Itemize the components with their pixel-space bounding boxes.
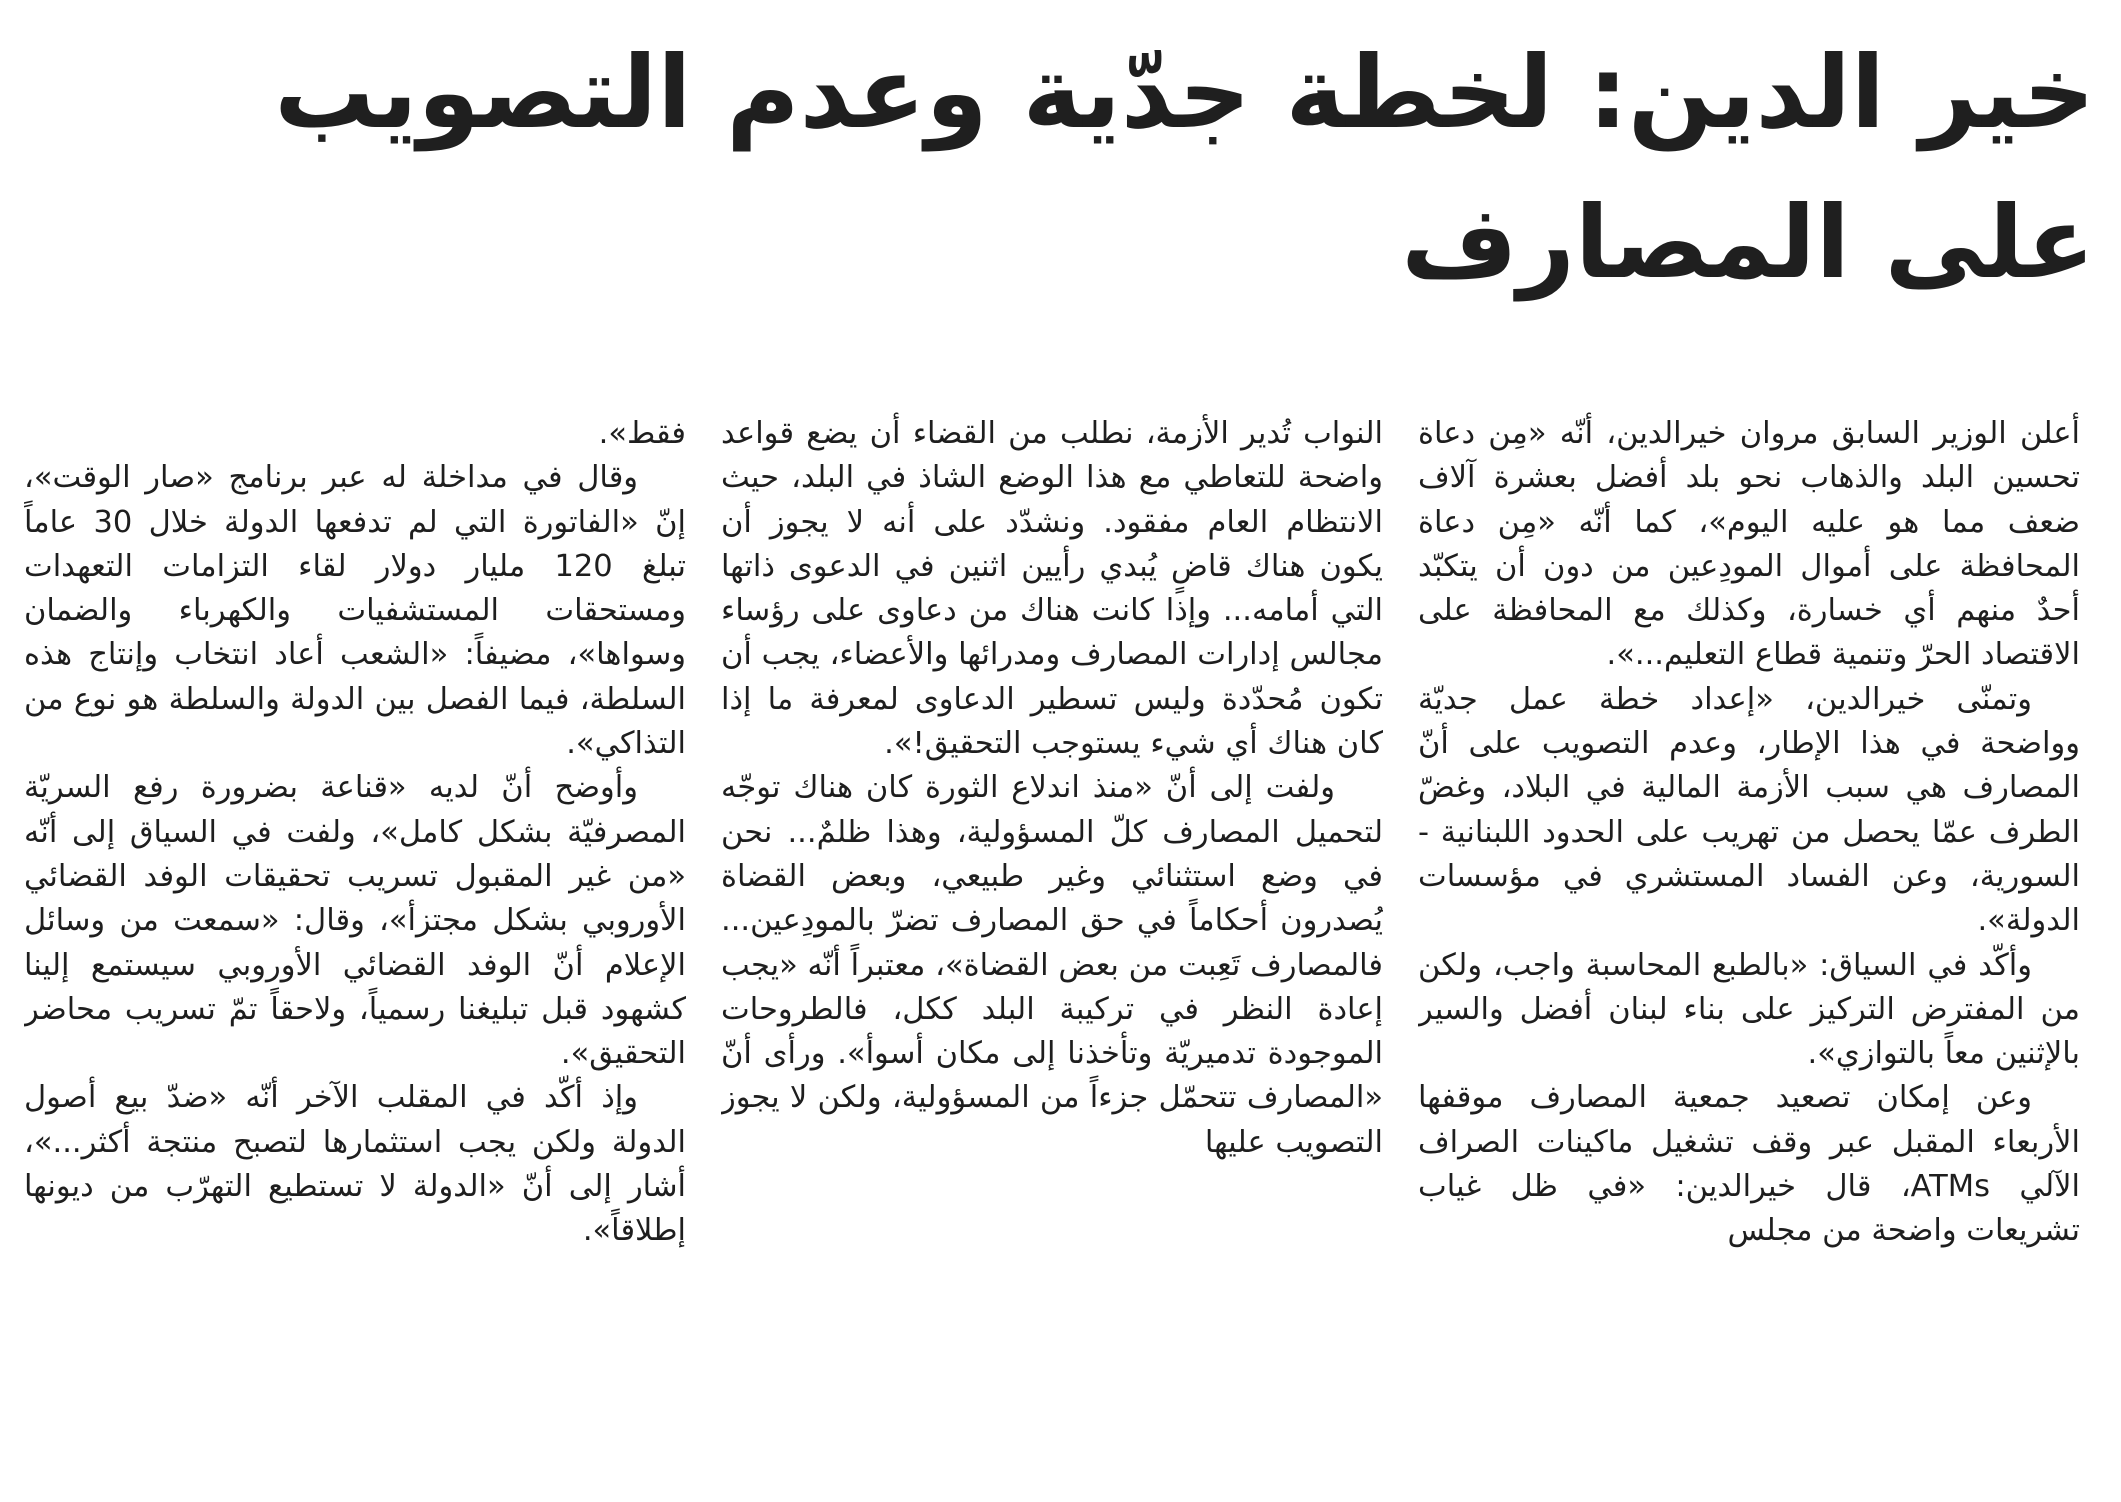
article-body (20, 412, 2080, 1472)
paragraph: أعلن الوزير السابق مروان خيرالدين، أنّه «مِن دعاة تحسين البلد والذهاب نحو بلد أفضل بعشرة آلاف ضعف مما هو عليه اليوم»، كما أنّه «مِن دعاة المحافظة على أموال المودِعين من دون أن يتكبّد أحدٌ منهم أي خسارة، وكذلك مع المحافظة على الاقتصاد الحرّ وتنمية قطاع التعليم...». (1418, 416, 2080, 673)
paragraph: ولفت إلى أنّ «منذ اندلاع الثورة كان هناك توجّه لتحميل المصارف كلّ المسؤولية، وهذا ظلمٌ... نحن في وضع استثنائي وغير طبيعي، وبعض القضاة يُصدرون أحكاماً في حق المصارف تضرّ بالمودِعين... فالمصارف تَعِبت من بعض القضاة»، معتبراً أنّه «يجب إعادة النظر في تركيبة البلد ككل، فالطروحات الموجودة تدميريّة وتأخذنا إلى مكان أسوأ». ورأى أنّ «المصارف تتحمّل جزءاً من المسؤولية، ولكن لا يجوز التصويب عليها (721, 770, 1383, 1160)
paragraph: وأكّد في السياق: «بالطبع المحاسبة واجب، ولكن من المفترض التركيز على بناء لبنان أفضل والسير بالإثنين معاً بالتوازي». (1418, 947, 2080, 1072)
paragraph: وتمنّى خيرالدين، «إعداد خطة عمل جديّة وواضحة في هذا الإطار، وعدم التصويب على أنّ المصارف هي سبب الأزمة المالية في البلاد، وغضّ الطرف عمّا يحصل من تهريب على الحدود اللبنانية - السورية، وعن الفساد المستشري في مؤسسات الدولة». (1418, 681, 2080, 939)
paragraph: وعن إمكان تصعيد جمعية المصارف موقفها الأربعاء المقبل عبر وقف تشغيل ماكينات الصراف الآلي ATMs، قال خيرالدين: «في ظل غياب تشريعات واضحة من مجلس (1418, 1080, 2080, 1249)
paragraph: فقط». (598, 416, 686, 451)
headline-line-1: خير الدين: لخطة جدّية وعدم التصويب (274, 34, 2095, 151)
column-middle (721, 412, 1383, 1472)
headline-line-2: على المصارف (1401, 184, 2095, 301)
paragraph: النواب تُدير الأزمة، نطلب من القضاء أن يضع قواعد واضحة للتعاطي مع هذا الوضع الشاذ في البلد، حيث الانتظام العام مفقود. ونشدّد على أنه لا يجوز أن يكون هناك قاضٍ يُبدي رأيين اثنين في الدعوى ذاتها التي أمامه... وإذا كانت هناك من دعاوى على رؤساء مجالس إدارات المصارف ومدرائها والأعضاء، يجب أن تكون مُحدّدة وليس تسطير الدعاوى لمعرفة ما إذا كان هناك أي شيء يستوجب التحقيق!». (721, 416, 1383, 762)
column-left (24, 412, 686, 1472)
paragraph: وإذ أكّد في المقلب الآخر أنّه «ضدّ بيع أصول الدولة ولكن يجب استثمارها لتصبح منتجة أكثر...»، أشار إلى أنّ «الدولة لا تستطيع التهرّب من ديونها إطلاقاً». (24, 1080, 686, 1249)
paragraph: وأوضح أنّ لديه «قناعة بضرورة رفع السريّة المصرفيّة بشكل كامل»، ولفت في السياق إلى أنّه «من غير المقبول تسريب تحقيقات الوفد القضائي الأوروبي بشكل مجتزأ»، وقال: «سمعت من وسائل الإعلام أنّ الوفد القضائي الأوروبي سيستمع إلينا كشهود قبل تبليغنا رسمياً، ولاحقاً تمّ تسريب محاضر التحقيق». (24, 770, 686, 1072)
article-headline (15, 18, 2095, 318)
column-right (1418, 412, 2080, 1472)
paragraph: وقال في مداخلة له عبر برنامج «صار الوقت»، إنّ «الفاتورة التي لم تدفعها الدولة خلال 30 عاماً تبلغ 120 مليار دولار لقاء التزامات التعهدات ومستحقات المستشفيات والكهرباء والضمان وسواها»، مضيفاً: «الشعب أعاد انتخاب وإنتاج هذه السلطة، فيما الفصل بين الدولة والسلطة هو نوع من التذاكي». (24, 460, 686, 762)
